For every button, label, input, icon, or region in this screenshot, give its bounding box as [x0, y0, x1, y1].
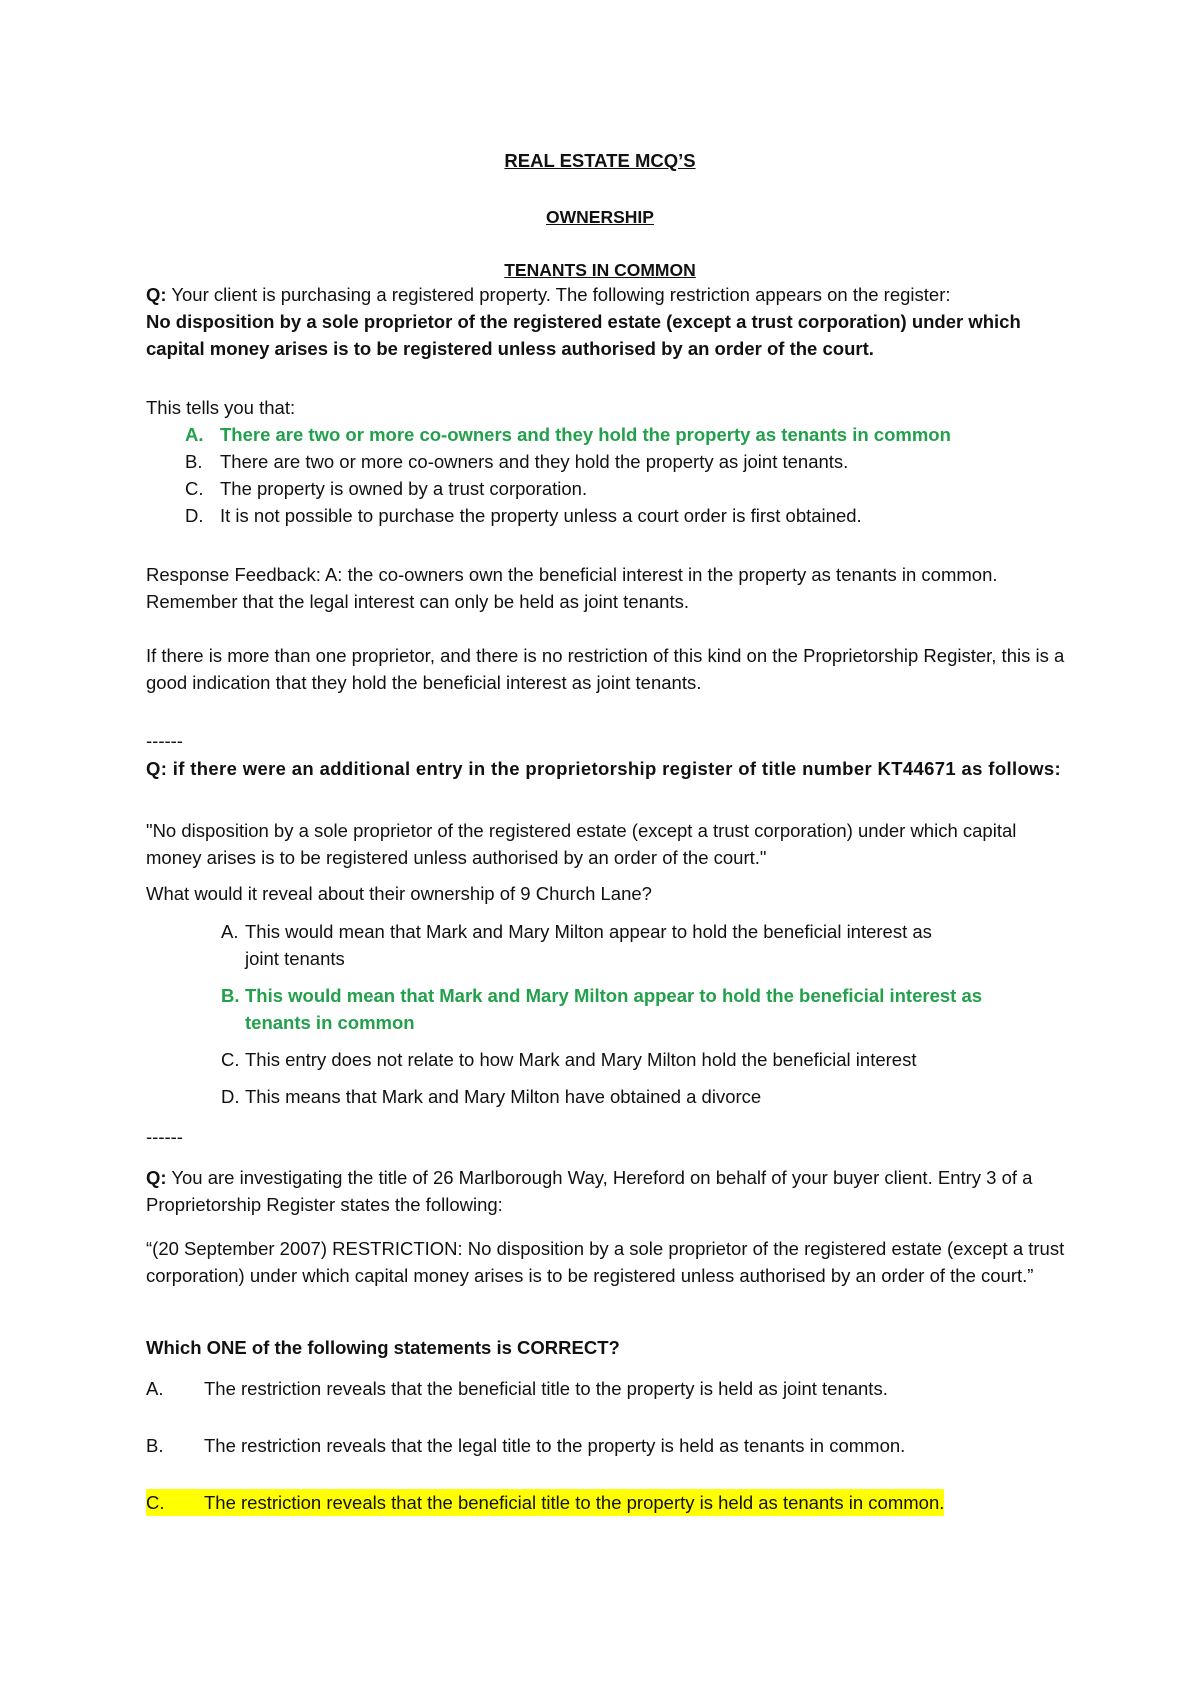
q3-option-a: [146, 1375, 888, 1402]
option-text: There are two or more co-owners and they hold the property as tenants in common: [220, 424, 951, 445]
option-text: The property is owned by a trust corporation.: [220, 478, 588, 499]
q2-option-b-cont: tenants in common: [245, 1012, 415, 1033]
q1-restriction: No disposition by a sole proprietor of the registered estate (except a trust corporation) under which capital money arises is to be registered unless authorised by an order of the court.: [146, 311, 1021, 359]
option-label: B.: [221, 985, 240, 1006]
page-title: REAL ESTATE MCQ’S: [504, 150, 696, 171]
q3-prompt: Which ONE of the following statements is CORRECT?: [146, 1337, 620, 1358]
q1-feedback: [146, 561, 1066, 615]
option-text: The restriction reveals that the legal title to the property is held as tenants in common.: [204, 1435, 906, 1456]
q1-option-d: [185, 502, 862, 529]
option-label: C.: [146, 1492, 165, 1513]
q2-prompt: What would it reveal about their ownership of 9 Church Lane?: [146, 883, 652, 904]
option-label: D.: [185, 505, 204, 526]
feedback-text: the co-owners own the beneficial interest in the property as tenants in common. Remember that the legal interest can only be held as joint tenants.: [146, 564, 998, 612]
q2-option-d: [221, 1083, 761, 1110]
q1-option-a: [185, 421, 951, 448]
option-label: C.: [221, 1049, 240, 1070]
option-text: The restriction reveals that the beneficial title to the property is held as tenants in common.: [204, 1492, 945, 1513]
option-text: The restriction reveals that the beneficial title to the property is held as joint tenants.: [204, 1378, 888, 1399]
q1-text: Your client is purchasing a registered property. The following restriction appears on the register:: [171, 284, 951, 305]
separator: ------: [146, 730, 183, 751]
separator-2: ------: [146, 1126, 183, 1147]
option-text: This would mean that Mark and Mary Milton appear to hold the beneficial interest as: [245, 921, 932, 942]
feedback-answer: A:: [324, 564, 343, 585]
option-text: There are two or more co-owners and they hold the property as joint tenants.: [220, 451, 849, 472]
q1-option-c: [185, 475, 587, 502]
option-text: It is not possible to purchase the property unless a court order is first obtained.: [220, 505, 862, 526]
subsection-heading: TENANTS IN COMMON: [504, 260, 696, 280]
q1-lead: This tells you that:: [146, 397, 296, 418]
option-text: This would mean that Mark and Mary Milton appear to hold the beneficial interest as: [245, 985, 983, 1006]
q2-label: Q:: [146, 758, 168, 779]
q2-option-a: [221, 918, 932, 945]
q1-label: Q:: [146, 284, 167, 305]
option-label: A.: [185, 424, 204, 445]
q1-question: [146, 281, 1066, 308]
q3-text: You are investigating the title of 26 Marlborough Way, Hereford on behalf of your buyer client. Entry 3 of a Proprietorship Register states the following:: [146, 1167, 1033, 1215]
section-heading: OWNERSHIP: [546, 207, 654, 227]
q3-quote: “(20 September 2007) RESTRICTION: No disposition by a sole proprietor of the registered estate (except a trust corporation) under which capital money arises is to be registered unless authorised by an order of the court.”: [146, 1238, 1065, 1286]
q3-label: Q:: [146, 1167, 167, 1188]
option-text: This means that Mark and Mary Milton have obtained a divorce: [245, 1086, 762, 1107]
q1-note: If there is more than one proprietor, and there is no restriction of this kind on the Proprietorship Register, this is a good indication that they hold the beneficial interest as joint tenants.: [146, 645, 1065, 693]
feedback-label: Response Feedback:: [146, 564, 321, 585]
option-label: A.: [221, 921, 239, 942]
q1-option-b: [185, 448, 848, 475]
option-label: A.: [146, 1378, 164, 1399]
q3-option-c-highlighted: [146, 1489, 944, 1516]
q2-option-a-cont: joint tenants: [245, 948, 345, 969]
q2-text: if there were an additional entry in the proprietorship register of title number KT44671 as follows:: [172, 758, 1061, 779]
q2-question: [146, 755, 1066, 782]
q3-option-b: [146, 1432, 905, 1459]
q2-quote: "No disposition by a sole proprietor of the registered estate (except a trust corporation) under which capital money arises is to be registered unless authorised by an order of the court.": [146, 820, 1017, 868]
option-label: B.: [146, 1435, 164, 1456]
q2-option-c: [221, 1046, 916, 1073]
option-label: B.: [185, 451, 203, 472]
option-label: D.: [221, 1086, 240, 1107]
q3-question: [146, 1164, 1066, 1218]
option-label: C.: [185, 478, 204, 499]
option-text: This entry does not relate to how Mark and Mary Milton hold the beneficial interest: [245, 1049, 917, 1070]
q2-option-b: [221, 982, 982, 1009]
